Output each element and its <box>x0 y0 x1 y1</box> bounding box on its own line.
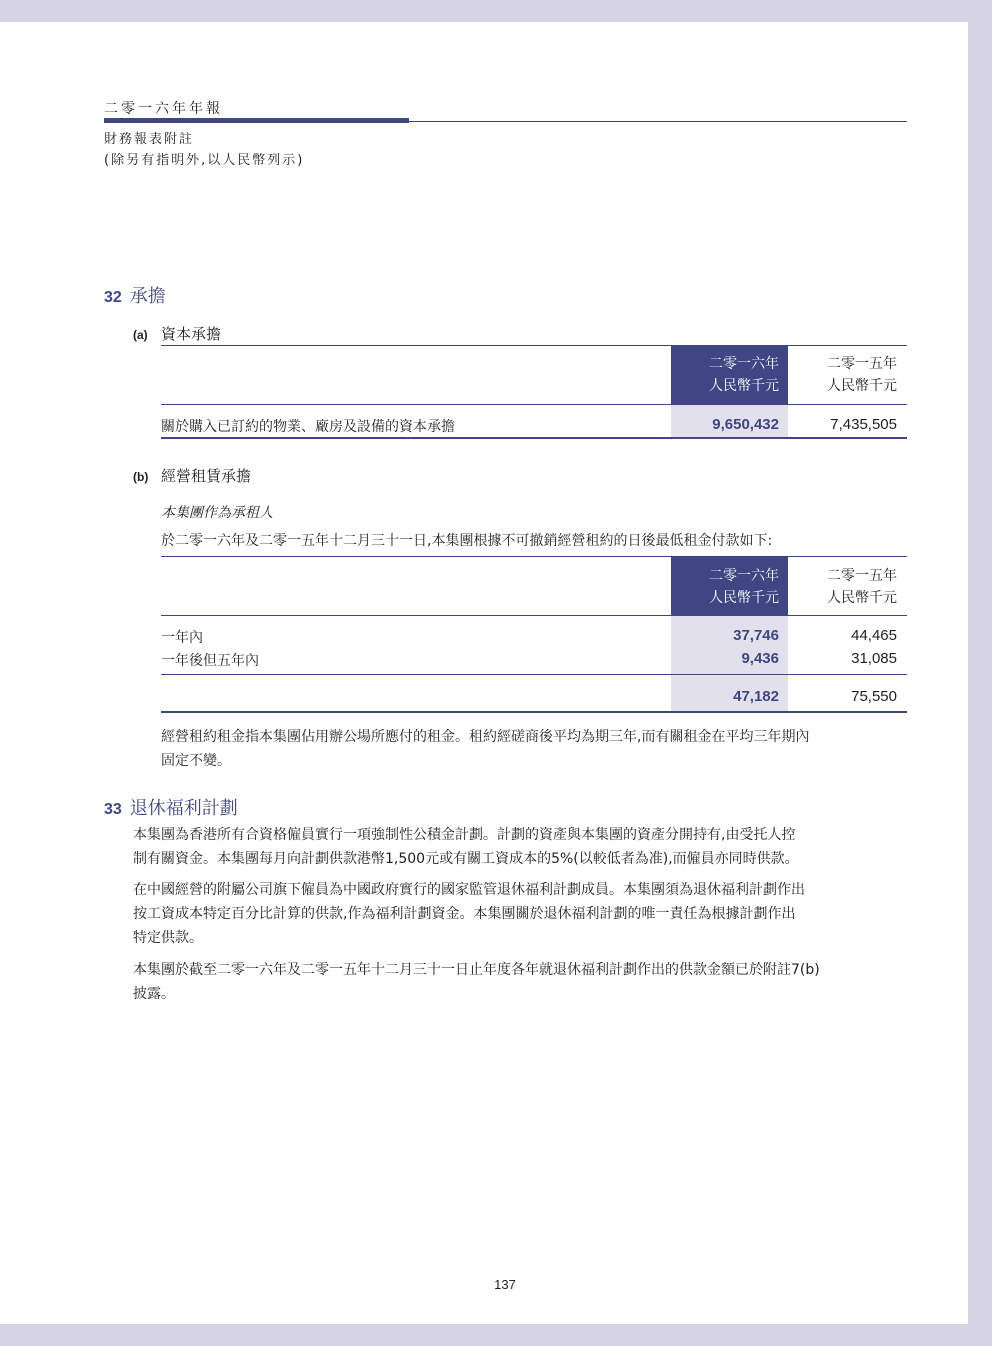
table-a-2015-unit: 人民幣千元 <box>827 378 897 394</box>
table-a-bottom-rule <box>161 437 907 439</box>
note-33-heading <box>104 794 238 820</box>
note-32a-title: 資本承擔 <box>161 325 222 343</box>
page-sheet <box>0 22 968 1324</box>
note-32-number: 32 <box>104 289 122 306</box>
note-33-title: 退休福利計劃 <box>129 798 238 819</box>
lease-footnote-line-2: 固定不變。 <box>161 753 231 769</box>
table-a-top-rule <box>161 345 907 346</box>
table-b-row-1-2015: 44,465 <box>851 627 897 644</box>
note-32-title: 承擔 <box>129 286 166 307</box>
lease-footnote-line-1: 經營租約租金指本集團佔用辦公場所應付的租金。租約經磋商後平均為期三年,而有關租金在平均三年期內 <box>161 729 810 745</box>
table-b-total-2016: 47,182 <box>733 688 779 705</box>
header-accent-bar <box>104 118 409 123</box>
note-33-p1-line-1: 本集團為香港所有合資格僱員實行一項強制性公積金計劃。計劃的資產與本集團的資產分開持有,由受托人控 <box>133 827 796 843</box>
currency-note: (除另有指明外,以人民幣列示) <box>104 153 305 168</box>
lessee-subtitle: 本集團作為承租人 <box>161 505 273 521</box>
note-32b-heading <box>133 465 251 486</box>
note-32a-heading <box>133 323 221 344</box>
table-a-2016-unit: 人民幣千元 <box>709 378 779 394</box>
table-a-header-rule <box>161 404 907 405</box>
note-33-p2-line-3: 特定供款。 <box>133 930 203 946</box>
note-32a-label: (a) <box>133 328 148 342</box>
table-b-top-rule <box>161 556 907 557</box>
table-b-bottom-rule <box>161 711 907 713</box>
table-a-2015-year: 二零一五年 <box>827 356 897 372</box>
table-b-row-1-label: 一年內 <box>161 630 203 646</box>
page-number: 137 <box>494 1277 516 1292</box>
table-b-subtotal-rule <box>161 674 907 675</box>
note-32b-title: 經營租賃承擔 <box>161 467 252 485</box>
table-a-row-label: 關於購入已訂約的物業、廠房及設備的資本承擔 <box>161 419 455 435</box>
report-title: 二零一六年年報 <box>104 101 223 117</box>
table-b-row-2-label: 一年後但五年內 <box>161 653 259 669</box>
table-b-2016-unit: 人民幣千元 <box>709 590 779 606</box>
table-b-row-1-2016: 37,746 <box>733 627 779 644</box>
table-b-header-rule <box>161 615 907 616</box>
table-b-2016-year: 二零一六年 <box>709 568 779 584</box>
table-a-row-2016: 9,650,432 <box>712 416 779 433</box>
table-b-2015-unit: 人民幣千元 <box>827 590 897 606</box>
header-rule <box>409 121 907 122</box>
table-b-2015-year: 二零一五年 <box>827 568 897 584</box>
note-33-p3-line-1: 本集團於截至二零一六年及二零一五年十二月三十一日止年度各年就退休福利計劃作出的供款金額已於附註7(b) <box>133 962 820 978</box>
note-33-p2-line-1: 在中國經營的附屬公司旗下僱員為中國政府實行的國家監管退休福利計劃成員。本集團須為退休福利計劃作出 <box>133 882 805 898</box>
table-b-row-2-2015: 31,085 <box>851 650 897 667</box>
table-b-total-2015: 75,550 <box>851 688 897 705</box>
table-a-row-2015: 7,435,505 <box>830 416 897 433</box>
lease-intro: 於二零一六年及二零一五年十二月三十一日,本集團根據不可撤銷經營租約的日後最低租金付款如下: <box>161 533 773 549</box>
section-title: 財務報表附註 <box>104 132 195 147</box>
table-a-2016-year: 二零一六年 <box>709 356 779 372</box>
note-33-p2-line-2: 按工資成本特定百分比計算的供款,作為福利計劃資金。本集團關於退休福利計劃的唯一責任為根據計劃作出 <box>133 906 796 922</box>
note-32-heading <box>104 282 166 308</box>
note-33-p1-line-2: 制有關資金。本集團每月向計劃供款港幣1,500元或有關工資成本的5%(以較低者為准),而僱員亦同時供款。 <box>133 851 799 867</box>
note-32b-label: (b) <box>133 470 149 484</box>
table-b-row-2-2016: 9,436 <box>741 650 779 667</box>
note-33-number: 33 <box>104 801 122 818</box>
note-33-p3-line-2: 披露。 <box>133 986 175 1002</box>
